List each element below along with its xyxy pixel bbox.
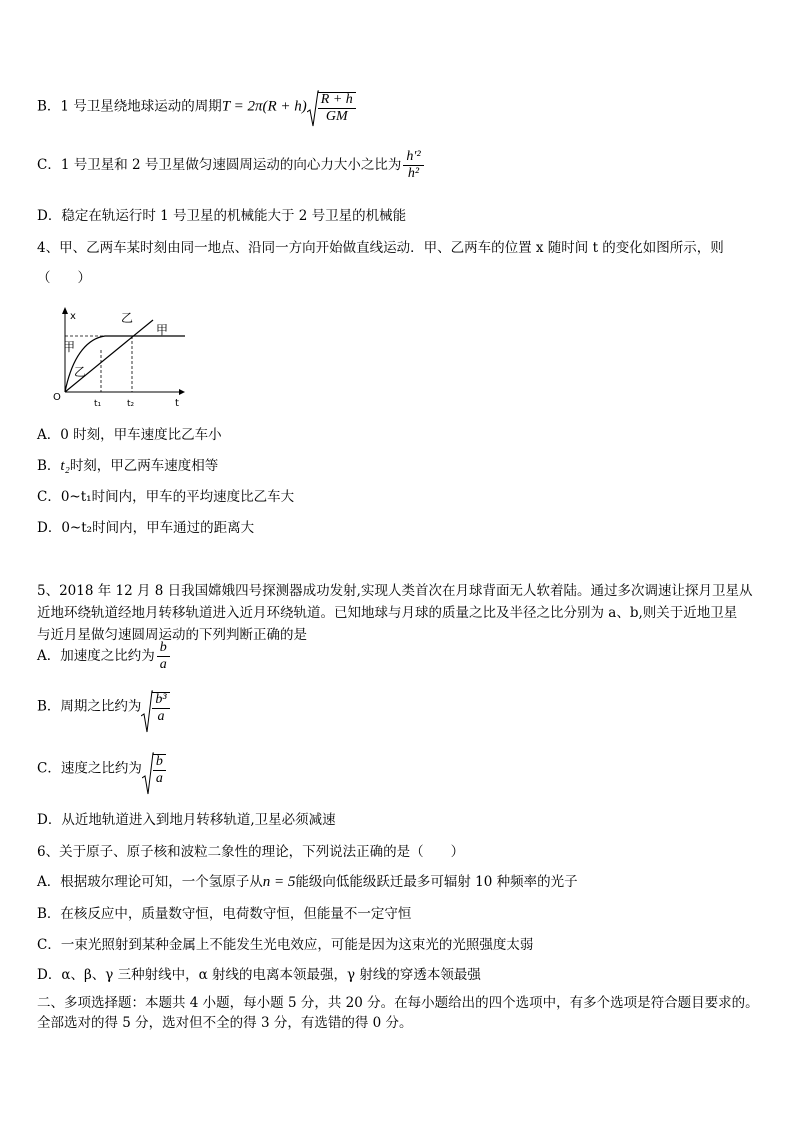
- q4-option-b-text: 时刻，甲乙两车速度相等: [69, 458, 219, 474]
- q4-option-c-text: 时间内，甲车的平均速度比乙车大: [91, 489, 295, 505]
- q5-option-c: [37, 752, 166, 786]
- label-jia-right: 甲: [156, 323, 169, 337]
- q3-option-b: [37, 90, 356, 124]
- q6-stem: 6、关于原子、原子核和波粒二象性的理论，下列说法正确的是（ ）: [37, 844, 465, 860]
- q3-option-b-sqrt-den: GM: [318, 108, 356, 124]
- q6-option-a-var: n = 5: [262, 874, 296, 890]
- origin-label: O: [53, 392, 61, 403]
- q4-option-d: [37, 519, 254, 537]
- q5-option-d: D．从近地轨道进入到地月转移轨道,卫星必须减速: [37, 812, 336, 828]
- section2-line2: 全部选对的得 5 分，选对但不全的得 3 分，有选错的得 0 分。: [37, 1015, 413, 1031]
- q5-option-c-text: C．速度之比约为: [37, 760, 142, 777]
- y-axis-label: x: [70, 311, 76, 322]
- q3-option-c: [37, 150, 426, 181]
- label-yi-inner: 乙: [74, 365, 87, 379]
- q5-option-b-den: a: [152, 708, 169, 724]
- q6-option-a-post: 能级向低能级跃迁最多可辐射 10 种频率的光子: [295, 874, 578, 890]
- t1-label: t₁: [94, 399, 102, 409]
- q3-option-d: D．稳定在轨运行时 1 号卫星的机械能大于 2 号卫星的机械能: [37, 208, 407, 224]
- q5-option-b-num: b³: [155, 692, 167, 707]
- q3-option-b-formula: T = 2π(R + h): [221, 98, 307, 115]
- curve-jia: [65, 336, 185, 392]
- q4-option-a-text: 0 时刻，甲车速度比乙车小: [60, 427, 222, 443]
- q6-option-a: [37, 873, 578, 891]
- q4-stem-line2: （ ）: [37, 270, 91, 286]
- q3-option-b-sqrt-num: R + h: [320, 92, 353, 107]
- q6-option-d: D．α、β、γ 三种射线中，α 射线的电离本领最强，γ 射线的穿透本领最强: [37, 967, 481, 983]
- q5-option-b-text: B．周期之比约为: [37, 698, 142, 715]
- q4-option-c-key: C．: [37, 489, 61, 505]
- q4-option-d-text: 时间内，甲车通过的距离大: [92, 520, 255, 536]
- q4-xt-graph: [45, 302, 195, 412]
- q4-option-a: [37, 426, 222, 444]
- q5-option-c-sqrt: [142, 752, 166, 786]
- q4-option-d-var: 0~t₂: [61, 520, 93, 536]
- label-yi-top: 乙: [121, 311, 134, 325]
- q4-option-b-var: t₂: [60, 458, 70, 474]
- q4-option-c: [37, 488, 294, 506]
- q3-option-c-den: h²: [403, 165, 423, 181]
- q6-option-a-pre: A．根据玻尔理论可知，一个氢原子从: [37, 874, 263, 890]
- q5-option-b: [37, 690, 170, 724]
- q5-option-c-den: a: [153, 770, 166, 786]
- q4-option-a-key: A．: [37, 427, 61, 443]
- section2-line1: 二、多项选择题：本题共 4 小题，每小题 5 分，共 20 分。在每小题给出的四个选项中，有多个选项是符合题目要求的。: [37, 995, 759, 1011]
- t2-label: t₂: [127, 399, 135, 409]
- q5-option-a-num: b: [159, 640, 167, 655]
- q6-option-b: B．在核反应中，质量数守恒，电荷数守恒，但能量不一定守恒: [37, 906, 412, 922]
- q5-stem-line2: 近地环绕轨道经地月转移轨道进入近月环绕轨道。已知地球与月球的质量之比及半径之比分别为 a、b,则关于近地卫星: [37, 605, 738, 621]
- q5-option-a-den: a: [157, 656, 170, 672]
- q4-stem-line1: 4、甲、乙两车某时刻由同一地点、沿同一方向开始做直线运动．甲、乙两车的位置 x 随时间 t 的变化如图所示，则: [37, 240, 724, 256]
- q5-stem-line1: 5、2018 年 12 月 8 日我国嫦娥四号探测器成功发射,实现人类首次在月球背面无人软着陆。通过多次调速让探月卫星从: [37, 583, 753, 599]
- x-axis-arrow: [179, 389, 185, 395]
- q6-option-c: C．一束光照射到某种金属上不能发生光电效应，可能是因为这束光的光照强度太弱: [37, 937, 534, 953]
- q4-option-b: [37, 457, 218, 475]
- q3-option-c-text: C．1 号卫星和 2 号卫星做匀速圆周运动的向心力大小之比为: [37, 157, 402, 173]
- q5-option-c-num: b: [155, 754, 163, 769]
- q5-option-a-text: A．加速度之比约为: [37, 648, 155, 664]
- x-axis-label: t: [175, 398, 179, 409]
- y-axis-arrow: [62, 307, 68, 314]
- q3-option-b-sqrt: [307, 90, 356, 124]
- q4-option-d-key: D．: [37, 520, 62, 536]
- label-jia-left: 甲: [63, 340, 76, 354]
- q5-stem-line3: 与近月星做匀速圆周运动的下列判断正确的是: [37, 627, 307, 643]
- q5-option-a: [37, 641, 172, 672]
- q5-option-b-sqrt: [141, 690, 169, 724]
- q3-option-b-text: B．1 号卫星绕地球运动的周期: [37, 98, 222, 115]
- q3-option-c-num: h′²: [406, 149, 421, 164]
- q4-option-b-key: B．: [37, 458, 61, 474]
- q4-option-c-var: 0~t₁: [60, 489, 92, 505]
